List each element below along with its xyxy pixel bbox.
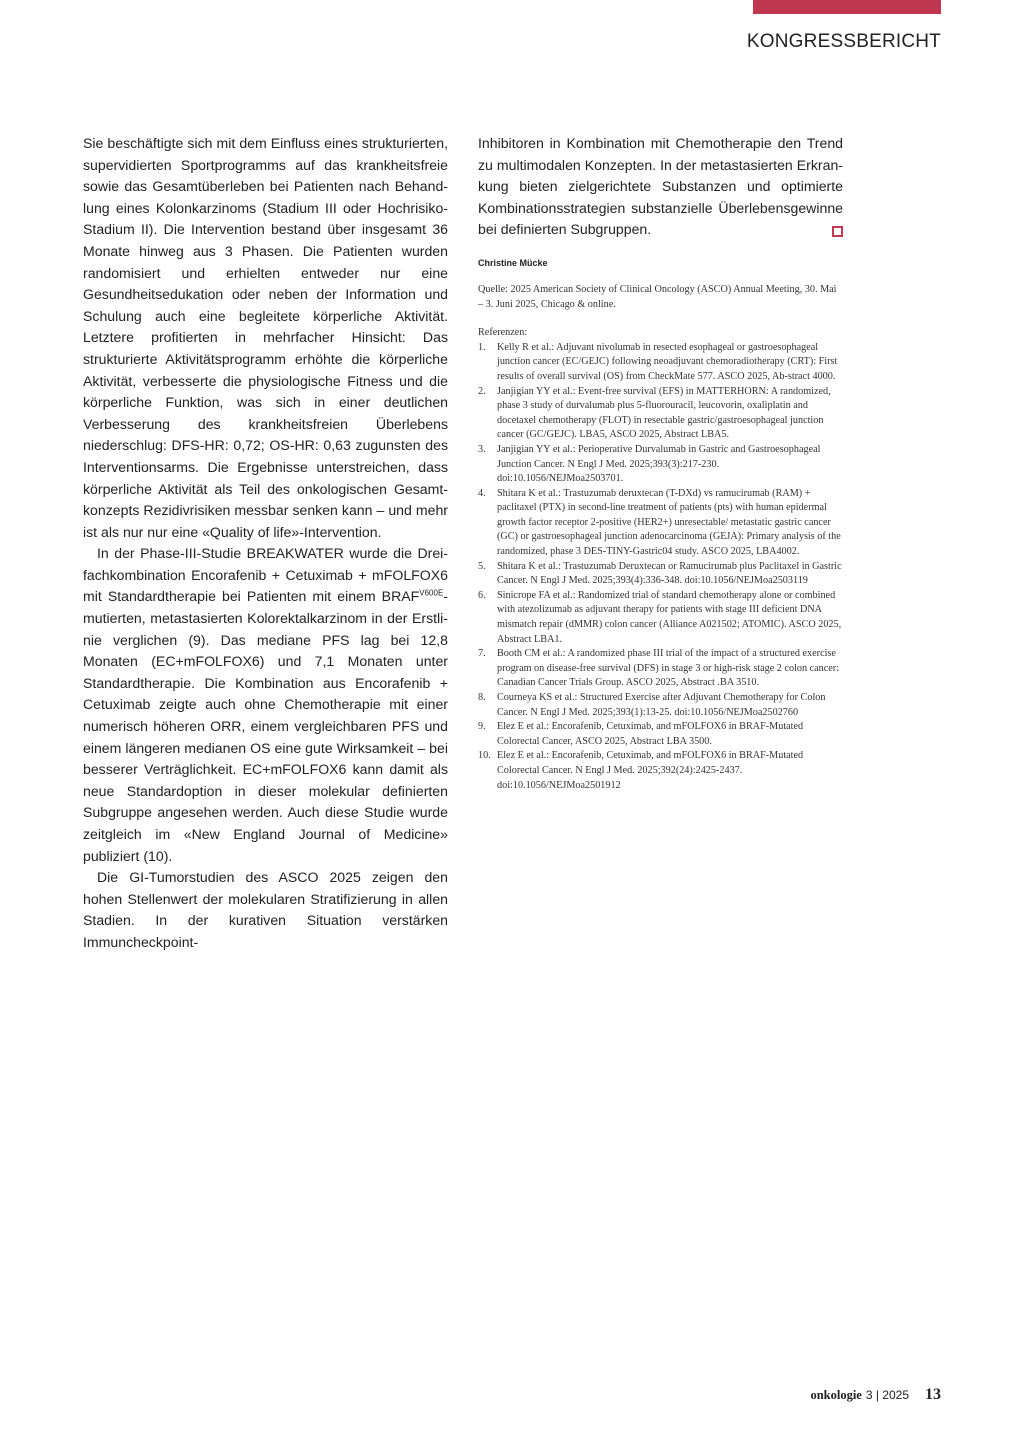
reference-item [478,749,843,793]
reference-text: Courneya KS et al.: Structured Exercise after Adjuvant Chemotherapy for Colon Cancer. N Engl J Med. 2025;393(1):13-25. doi:10.1056/NEJMoa2502760 [497,692,826,718]
reference-number: 1. [478,341,486,353]
paragraph-text: -mutierten, metastasierten Kolorektalkarzinom in der Erstlinie verglichen (9). Das mediane PFS lag bei 12,8 Monaten (EC+mFOLFOX6) und 7,1 Monaten unter Standardtherapie. Die Kombination aus Encorafenib + Cetuximab zeigte auch ohne Chemotherapie mit einer numerisch höheren ORR, einem vergleichbaren PFS und einem längeren medianen OS eine gute Wirksamkeit – bei besserer Verträglichkeit. EC+mFOLFOX6 kann damit als neue Standardoption in dieser molekular definierten Subgruppe angesehen werden. Auch diese Studie wurde zeitgleich im «New England Journal of Medicine» publiziert (10). [83,588,448,864]
reference-item [478,589,843,647]
reference-item [478,560,843,589]
source-note: Quelle: 2025 American Society of Clinical Oncology (ASCO) Annual Meeting, 30. Mai – 3. Juni 2025, Chicago & online. [478,283,837,310]
journal-name: onkologie [810,1388,862,1402]
reference-text: Booth CM et al.: A randomized phase III trial of the impact of a structured exercise program on disease-free survival (DFS) in stage 3 or high-risk stage 2 colon cancer: Canadian Cancer Trials Group. ASCO 2025, Abstract .BA 3510. [497,648,840,689]
article-column-left [83,133,448,954]
reference-text: Sinicrope FA et al.: Randomized trial of standard chemotherapy alone or combined with atezolizumab as adjuvant therapy for patients with stage III deficient DNA mismatch repair (dMMR) colon cancer (Alliance A021502; ATOMIC). ASCO 2025, Abstract LBA1. [497,589,842,645]
reference-text: Janjigian YY et al.: Perioperative Durvalumab in Gastric and Gastroesophageal Junction Cancer. N Engl J Med. 2025;393(3):217-230. doi:10.1056/NEJMoa2503701. [497,443,821,485]
reference-number: 8. [478,692,486,703]
paragraph [83,543,448,867]
reference-number: 2. [478,385,486,397]
references-list [478,341,843,793]
reference-number: 5. [478,560,486,572]
reference-item [478,691,843,720]
end-of-article-square-icon [832,226,843,237]
page-number: 13 [925,1386,941,1403]
reference-number: 4. [478,487,486,499]
reference-item [478,385,843,443]
reference-item [478,341,843,385]
references-heading: Referenzen: [478,327,528,339]
reference-text: Janjigian YY et al.: Event-free survival (EFS) in MATTERHORN: A randomized, phase 3 study of durvalumab plus 5-fluorouracil, leucovorin, oxaliplatin and docetaxel chemotherapy (FLOT) in resectable gastric/gastroesophageal junction cancer (GC/GEJC). LBA5, ASCO 2025, Abstract LBA5. [497,385,831,441]
reference-number: 9. [478,721,486,733]
paragraph: Die GI-Tumorstudien des ASCO 2025 zeigen den hohen Stellenwert der molekularen Stratifizierung in allen Stadien. In der kurativen Situation verstärken Immuncheckpoint- [83,869,448,950]
reference-item [478,720,843,749]
reference-text: Elez E et al.: Encorafenib, Cetuximab, and mFOLFOX6 in BRAF-Mutated Colorectal Cancer, ASCO 2025, Abstract LBA 3500. [497,721,804,747]
superscript: V600E [419,588,444,598]
reference-item [478,443,843,487]
reference-number: 7. [478,648,486,660]
reference-item [478,647,843,691]
reference-text: Elez E et al.: Encorafenib, Cetuximab, and mFOLFOX6 in BRAF-Mutated Colorectal Cancer. N Engl J Med. 2025;392(24):2425-2437. doi:10.1056/NEJMoa2501912 [497,750,804,791]
paragraph [478,133,843,241]
reference-number: 10. [478,750,491,762]
paragraph-text: Inhibitoren in Kombination mit Chemotherapie den Trend zu multimodalen Konzepten. In der metastasierten Erkrankung bieten zielgerichtete Substanzen und optimierte Kombinationsstrategien substanzielle Überlebensgewinne bei definierten Subgruppen. [478,135,843,238]
reference-number: 3. [478,443,486,455]
article-column-right [478,133,843,793]
reference-text: Shitara K et al.: Trastuzumab Deruxtecan or Ramucirumab plus Paclitaxel in Gastric Cancer. N Engl J Med. 2025;393(4):336-348. doi:10.1056/NEJMoa2503119 [497,560,842,587]
author-name: Christine Mücke [478,257,548,268]
reference-number: 6. [478,589,486,601]
paragraph-text: In der Phase-III-Studie BREAKWATER wurde die Dreifachkombination Encorafenib + Cetuximab + mFOLFOX6 mit Standardtherapie bei Patienten mit einem BRAF [83,545,448,605]
issue-number: 3 | 2025 [865,1388,909,1402]
reference-item [478,487,843,560]
paragraph: Sie beschäftigte sich mit dem Einfluss eines strukturierten, supervidierten Sportprogramms auf das krankheitsfreie sowie das Gesamtüberleben bei Patienten nach Behandlung eines Kolonkarzinoms (Stadium III oder Hochrisiko-Stadium II). Die Intervention bestand über insgesamt 36 Monate hinweg aus 3 Phasen. Die Patienten wurden randomisiert und erhielten entweder nur eine Gesundheitsedukation oder neben der Information und Schulung auch eine begleitete körperliche Aktivität. Letztere profitierten in mehrfacher Hinsicht: Das strukturierte Aktivitätsprogramm erhöhte die körperliche Aktivität, verbesserte die physiologische Fitness und die körperliche Funktion, was sich in einer deutlichen Verbesserung des krankheitsfreien Überlebens niederschlug: DFS-HR: 0,72; OS-HR: 0,63 zugunsten des Interventionsarms. Die Ergebnisse unterstreichen, dass körperliche Aktivität als Teil des onkologischen Gesamtkonzepts Rezidivrisiken messbar senken kann – und mehr ist als nur nur eine «Quality of life»-Intervention. [83,135,448,540]
reference-text: Kelly R et al.: Adjuvant nivolumab in resected esophageal or gastroesophageal junction cancer (EC/GEJC) following neoadjuvant chemoradiotherapy (CRT): First results of overall survival (OS) from CheckMate 577. ASCO 2025, Ab-stract 4000. [497,341,838,382]
section-title: KONGRESSBERICHT [746,31,941,52]
header-accent-bar [753,0,941,14]
page-footer [810,1386,941,1404]
reference-text: Shitara K et al.: Trastuzumab deruxtecan (T-DXd) vs ramucirumab (RAM) + paclitaxel (PTX) in second-line treatment of patients (pts) with human epidermal growth factor receptor 2-positive (HER2+) unresectable/ metastatic gastric cancer (GC) or gastroesophageal junction adenocarcinoma (GEJA): Primary analysis of the randomized, phase 3 DES-TINY-Gastric04 study. ASCO 2025, LBA4002. [497,487,841,558]
